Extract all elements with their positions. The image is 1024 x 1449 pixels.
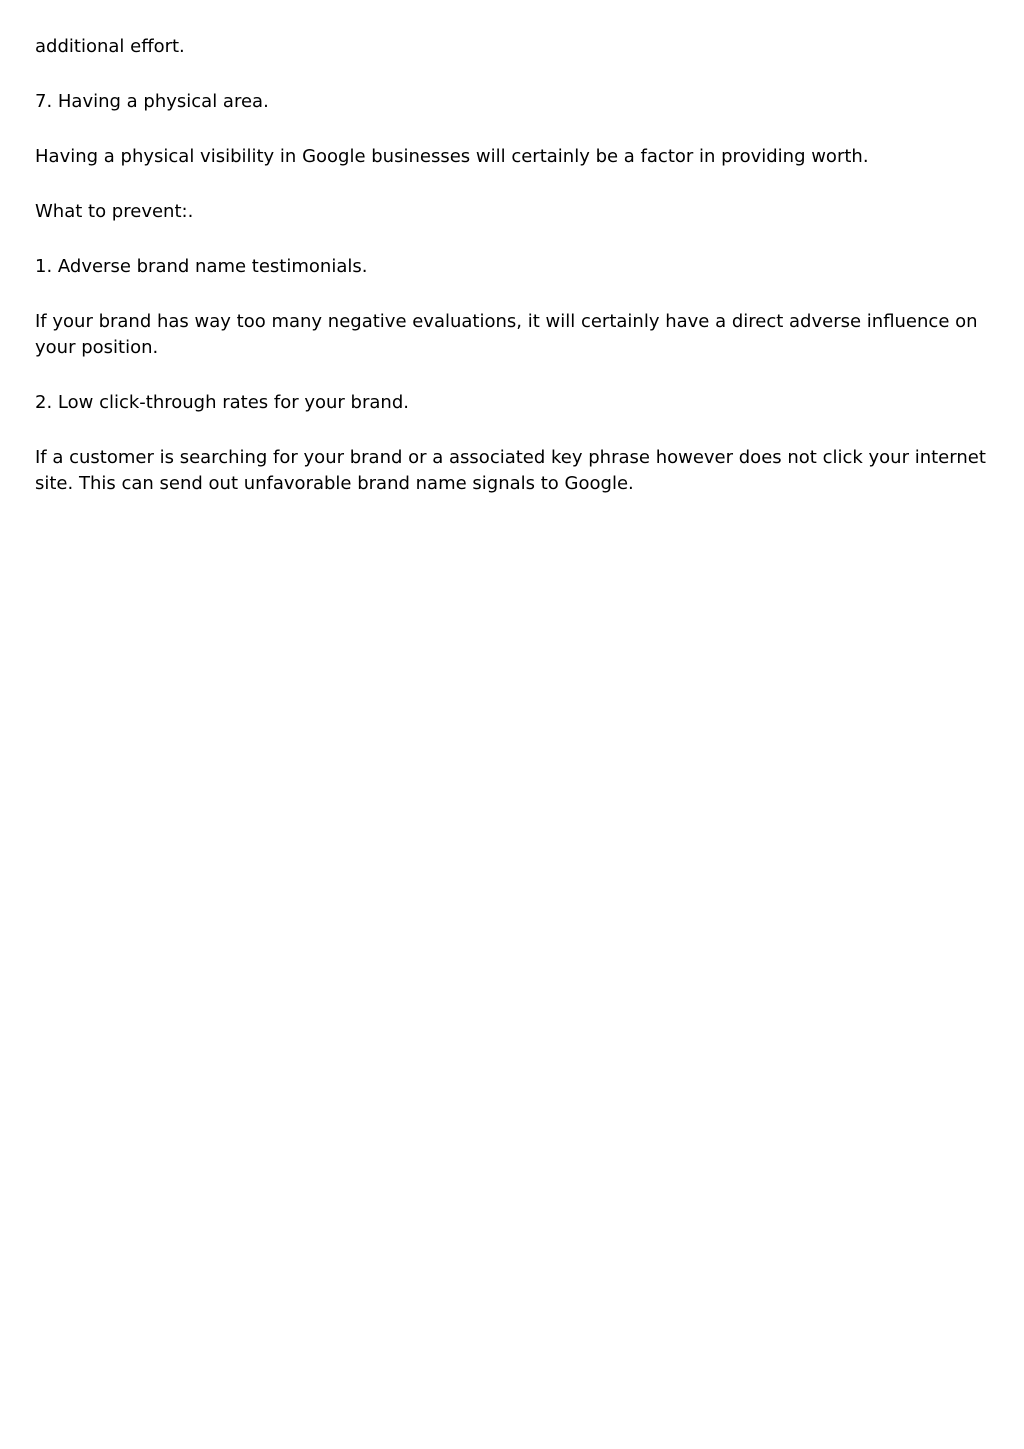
paragraph-continuation: additional effort. (35, 36, 185, 57)
document-page (35, 34, 995, 526)
section-heading-what-to-prevent: What to prevent:. (35, 201, 194, 222)
paragraph-physical-visibility: Having a physical visibility in Google businesses will certainly be a factor in providing worth. (35, 146, 869, 167)
paragraph-negative-reviews: If your brand has way too many negative evaluations, it will certainly have a direct adverse influence on your position. (35, 311, 978, 358)
paragraph-click-through: If a customer is searching for your brand or a associated key phrase however does not click your internet site. This can send out unfavorable brand name signals to Google. (35, 447, 986, 494)
list-item-heading-1: 1. Adverse brand name testimonials. (35, 256, 368, 277)
list-item-heading-2: 2. Low click-through rates for your brand. (35, 392, 409, 413)
list-item-heading-7: 7. Having a physical area. (35, 91, 269, 112)
